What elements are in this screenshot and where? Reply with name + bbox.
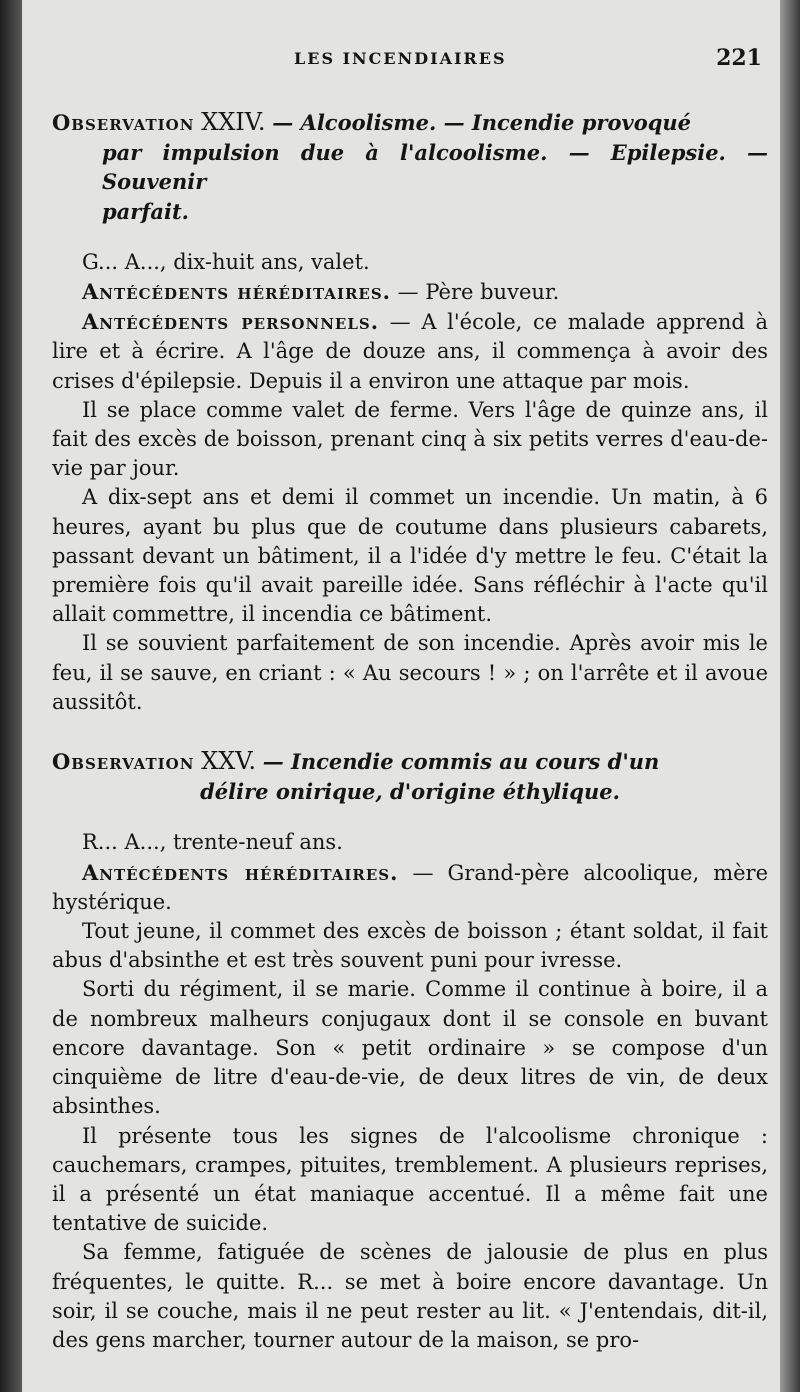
section-text: — Grand-père alcoolique, mère hystérique. [52, 860, 768, 914]
section-label: Antécédents personnels. [82, 309, 380, 335]
section-label: Antécédents héréditaires. [82, 279, 391, 305]
observation-subject-line: par impulsion due à l'alcoolisme. — Epilepsie. — Souvenir [102, 140, 768, 195]
observation-number: XXIV. [201, 108, 266, 136]
observation-label: Observation [52, 749, 195, 775]
page-body [52, 108, 768, 1355]
paragraph: A dix-sept ans et demi il commet un incendie. Un matin, à 6 heures, ayant bu plus que de coutume dans plusieurs cabarets, passant devant un bâtiment, il a l'idée d'y mettre le feu. C'était la première fois qu'il avait pareille idée. Sans réfléchir à l'acte qu'il allait commettre, il incendia ce bâtiment. [52, 485, 768, 627]
section-text: — A l'école, ce malade apprend à lire et à écrire. A l'âge de douze ans, il commença à avoir des crises d'épilepsie. Depuis il a environ une attaque par mois. [52, 310, 768, 393]
observation-label: Observation [52, 110, 195, 135]
observation-25-heading [52, 747, 768, 777]
observation-subject: — Incendie commis au cours d'un [262, 749, 660, 775]
section-label: Antécédents héréditaires. [82, 859, 399, 885]
book-page [22, 0, 780, 1392]
personal-history [52, 307, 768, 396]
paragraph: Sorti du régiment, il se marie. Comme il continue à boire, il a de nombreux malheurs conjugaux dont il se console en buvant encore davantage. Son « petit ordinaire » se compose d'un cinquième de litre d'eau-de-vie, de deux litres de vin, de deux absinthes. [52, 977, 768, 1119]
page-number: 221 [716, 45, 762, 71]
observation-24-heading [52, 108, 768, 138]
patient-line: G... A..., dix-huit ans, valet. [82, 249, 370, 274]
observation-subject-line: parfait. [102, 198, 189, 224]
paragraph: Il présente tous les signes de l'alcoolisme chronique : cauchemars, crampes, pituites, tremblement. A plusieurs reprises, il a présenté un état maniaque accentué. Il a même fait une tentative de suicide. [52, 1123, 768, 1236]
observation-subject: — Alcoolisme. — Incendie provoqué [272, 110, 692, 135]
paragraph: Sa femme, fatiguée de scènes de jalousie de plus en plus fréquentes, le quitte. R... se met à boire encore davantage. Un soir, il se couche, mais il ne peut rester au lit. « J'entendais, dit-il, des gens marcher, tourner autour de la maison, se pro- [52, 1240, 768, 1352]
hereditary-history [52, 277, 768, 307]
paragraph: Il se souvient parfaitement de son incendie. Après avoir mis le feu, il se sauve, en criant : « Au secours ! » ; on l'arrête et il avoue aussitôt. [52, 631, 768, 714]
patient-line: R... A..., trente-neuf ans. [82, 830, 343, 855]
paragraph: Il se place comme valet de ferme. Vers l'âge de quinze ans, il fait des excès de boisson, prenant cinq à six petits verres d'eau-de-vie par jour. [52, 397, 768, 481]
page-header [22, 45, 780, 75]
running-title: LES INCENDIAIRES [294, 49, 507, 68]
section-text: — Père buveur. [391, 280, 560, 305]
hereditary-history [52, 858, 768, 917]
page-edge [780, 0, 800, 1392]
observation-subject-line: délire onirique, d'origine éthylique. [200, 779, 620, 805]
paragraph: Tout jeune, il commet des excès de boisson ; étant soldat, il fait abus d'absinthe et est très souvent puni pour ivresse. [52, 919, 768, 973]
observation-number: XXV. [201, 747, 257, 776]
book-gutter-shadow [0, 0, 22, 1392]
